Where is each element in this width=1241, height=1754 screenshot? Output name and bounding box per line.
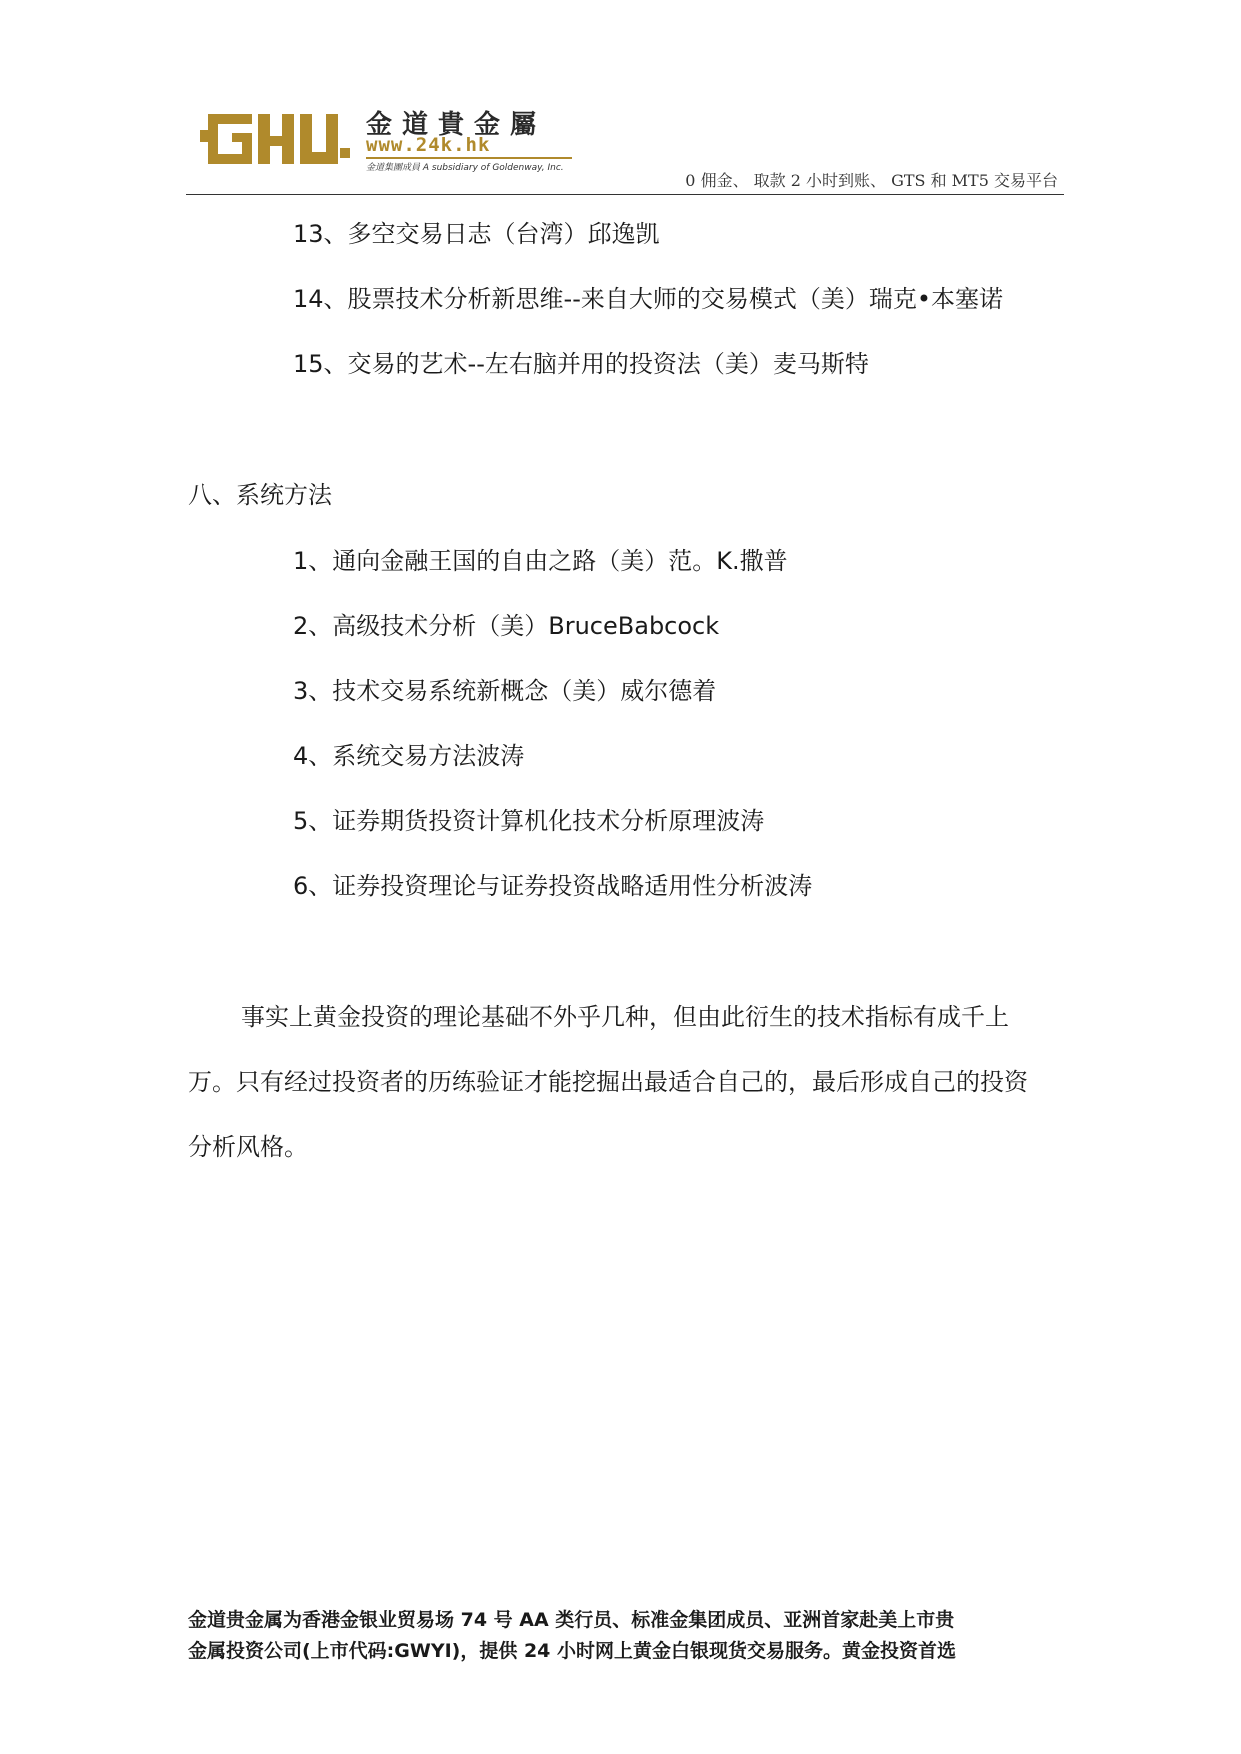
list-item: 1、通向金融王国的自由之路（美）范。K.撒普 (293, 547, 788, 575)
paragraph-line: 万。只有经过投资者的历练验证才能挖掘出最适合自己的，最后形成自己的投资 (188, 1068, 1028, 1096)
footer-line: 金属投资公司(上市代码:GWYI)，提供 24 小时网上黄金白银现货交易服务。黄金投资首选 (188, 1640, 957, 1662)
logo-url[interactable]: www.24k.hk (366, 134, 491, 156)
footer-line: 金道贵金属为香港金银业贸易场 74 号 AA 类行员、标准金集团成员、亚洲首家赴美上市贵 (188, 1609, 955, 1631)
page-footer (188, 1605, 1068, 1667)
list-item: 5、证券期货投资计算机化技术分析原理波涛 (293, 807, 765, 835)
list-item: 13、多空交易日志（台湾）邱逸凯 (293, 220, 660, 248)
page-header (186, 100, 1064, 196)
list-item: 4、系统交易方法波涛 (293, 742, 525, 770)
header-tagline: 0 佣金、 取款 2 小时到账、 GTS 和 MT5 交易平台 (685, 171, 1058, 190)
list-item: 2、高级技术分析（美）BruceBabcock (293, 612, 720, 640)
list-item: 15、交易的艺术--左右脑并用的投资法（美）麦马斯特 (293, 350, 869, 378)
section-heading: 八、系统方法 (188, 481, 332, 509)
list-item: 6、证券投资理论与证券投资战略适用性分析波涛 (293, 872, 813, 900)
list-item: 3、技术交易系统新概念（美）威尔德着 (293, 677, 717, 705)
list-item: 14、股票技术分析新思维--来自大师的交易模式（美）瑞克•本塞诺 (293, 285, 1004, 313)
logo-subtitle: 金道集團成員 A subsidiary of Goldenway, Inc. (366, 163, 564, 173)
paragraph-line: 分析风格。 (188, 1133, 308, 1161)
logo-divider (366, 157, 572, 159)
header-divider (186, 194, 1064, 195)
logo-chinese-name: 金道貴金屬 (366, 110, 547, 140)
goldenway-logo-icon (200, 108, 350, 170)
paragraph-line: 事实上黄金投资的理论基础不外乎几种，但由此衍生的技术指标有成千上 (241, 1003, 1009, 1031)
